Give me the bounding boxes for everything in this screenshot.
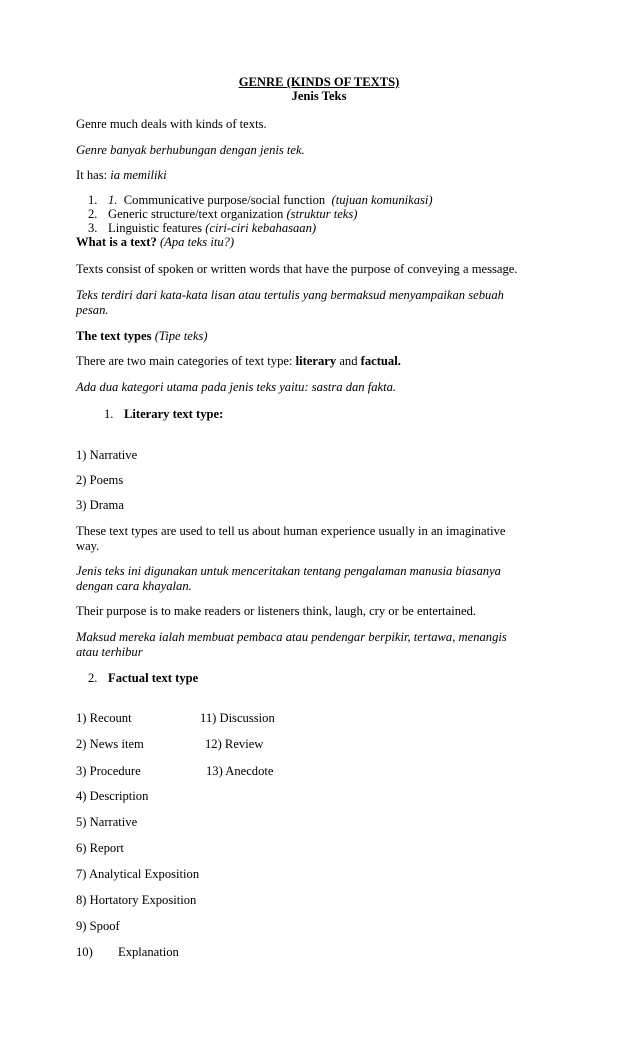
list-item: 6) Report xyxy=(76,841,124,855)
what-is-en: Texts consist of spoken or written words that have the purpose of conveying a message. xyxy=(76,262,518,276)
list-item: 11) Discussion xyxy=(200,711,275,725)
list-item: 2) Poems xyxy=(76,473,124,487)
list-item: 1) Narrative xyxy=(76,448,138,462)
page-subtitle: Jenis Teks xyxy=(291,89,347,103)
what-is-id-2: pesan. xyxy=(76,303,109,317)
list-item: 4) Description xyxy=(76,789,149,803)
literary-purpose-id-2: atau terhibur xyxy=(76,645,143,659)
has-id: ia memiliki xyxy=(110,168,167,182)
literary-heading: 1. Literary text type: xyxy=(104,407,224,421)
list-item: 9) Spoof xyxy=(76,919,120,933)
list-item: 12) Review xyxy=(205,737,264,751)
list-item: 10) Explanation xyxy=(76,945,179,959)
what-is-heading: What is a text? (Apa teks itu?) xyxy=(76,235,235,249)
intro-en: Genre much deals with kinds of texts. xyxy=(76,117,267,131)
list-item: 2) News item xyxy=(76,737,144,751)
literary-desc-en-1: These text types are used to tell us about human experience usually in an imaginative xyxy=(76,524,506,538)
literary-desc-id-2: dengan cara khayalan. xyxy=(76,579,192,593)
literary-desc-en-2: way. xyxy=(76,539,100,553)
has-en: It has: xyxy=(76,168,111,182)
list-item: 5) Narrative xyxy=(76,815,138,829)
what-is-id-1: Teks terdiri dari kata-kata lisan atau tertulis yang bermaksud menyampaikan sebuah xyxy=(76,288,504,302)
list-item: 13) Anecdote xyxy=(206,764,274,778)
types-en: There are two main categories of text type: literary and factual. xyxy=(76,354,401,368)
feature-item: 2. Generic structure/text organization (struktur teks) xyxy=(88,207,358,221)
types-id: Ada dua kategori utama pada jenis teks yaitu: sastra dan fakta. xyxy=(76,380,397,394)
literary-desc-id-1: Jenis teks ini digunakan untuk menceritakan tentang pengalaman manusia biasanya xyxy=(76,564,501,578)
list-item: 7) Analytical Exposition xyxy=(76,867,200,881)
literary-purpose-en: Their purpose is to make readers or listeners think, laugh, cry or be entertained. xyxy=(76,604,477,618)
list-item: 3) Procedure xyxy=(76,764,141,778)
feature-item: 1. 1. Communicative purpose/social function (tujuan komunikasi) xyxy=(88,193,433,207)
feature-item: 3. Linguistic features (ciri-ciri kebahasaan) xyxy=(88,221,317,235)
list-item: 8) Hortatory Exposition xyxy=(76,893,197,907)
has-line xyxy=(76,168,167,183)
list-item: 1) Recount xyxy=(76,711,132,725)
factual-heading: 2. Factual text type xyxy=(88,671,199,685)
literary-purpose-id-1: Maksud mereka ialah membuat pembaca atau pendengar berpikir, tertawa, menangis xyxy=(76,630,507,644)
types-heading: The text types (Tipe teks) xyxy=(76,329,208,343)
page-title: GENRE (KINDS OF TEXTS) xyxy=(238,75,400,89)
list-item: 3) Drama xyxy=(76,498,124,512)
intro-id: Genre banyak berhubungan dengan jenis tek. xyxy=(76,143,305,157)
